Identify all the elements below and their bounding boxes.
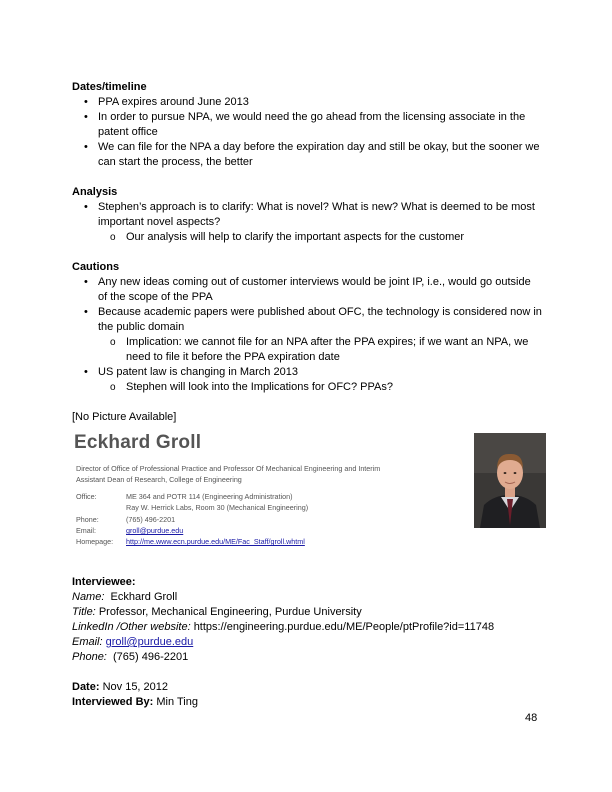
sub-list bbox=[98, 335, 542, 365]
card-office-row bbox=[76, 492, 292, 501]
list-item: • PPA expires around June 2013 bbox=[72, 95, 542, 110]
interviewee-heading: Interviewee: bbox=[72, 576, 136, 588]
card-office-label: Office: bbox=[76, 492, 97, 501]
interviewee-website-row bbox=[72, 620, 542, 635]
name-value: Eckhard Groll bbox=[110, 591, 178, 603]
list-item-text: Because academic papers were published about OFC, the technology is considered now in the public domain bbox=[98, 306, 542, 333]
interviewee-phone-row bbox=[72, 650, 542, 665]
card-email-row bbox=[76, 526, 183, 535]
interviewee-email-row bbox=[72, 635, 542, 650]
sub-list-item: o Our analysis will help to clarify the important aspects for the customer bbox=[98, 230, 542, 245]
sub-list bbox=[98, 380, 542, 395]
card-phone-row bbox=[76, 515, 175, 524]
sub-list-item: o Stephen will look into the Implications for OFC? PPAs? bbox=[98, 380, 542, 395]
cautions-list bbox=[72, 275, 542, 395]
card-office-line: ME 364 and POTR 114 (Engineering Administration) bbox=[126, 492, 293, 501]
interviewer-value: Min Ting bbox=[156, 696, 198, 708]
analysis-heading: Analysis bbox=[72, 186, 118, 198]
card-phone-label: Phone: bbox=[76, 515, 99, 524]
list-item: • We can file for the NPA a day before the expiration day and still be okay, but the sooner we can start the process, the better bbox=[72, 140, 542, 170]
interviewer-row bbox=[72, 695, 542, 710]
interviewee-title-row bbox=[72, 605, 542, 620]
portrait-image bbox=[474, 433, 546, 528]
card-office-row-2 bbox=[76, 503, 308, 512]
card-phone-value: (765) 496-2201 bbox=[126, 515, 176, 524]
date-label: Date: bbox=[72, 681, 100, 693]
name-label: Name: bbox=[72, 591, 105, 603]
card-homepage-label: Homepage: bbox=[76, 537, 114, 546]
list-item: • Any new ideas coming out of customer interviews would be joint IP, i.e., would go outside of the scope of the PPA bbox=[72, 275, 542, 305]
interviewer-label: Interviewed By: bbox=[72, 696, 154, 708]
phone-label: Phone: bbox=[72, 651, 107, 663]
card-email-link[interactable]: groll@purdue.edu bbox=[126, 526, 184, 535]
sub-list-item: o Implication: we cannot file for an NPA after the PPA expires; if we want an NPA, we need to file it before the PPA expiration date bbox=[98, 335, 542, 365]
card-homepage-link[interactable]: http://me.www.ecn.purdue.edu/ME/Fac_Staff/groll.whtml bbox=[126, 537, 305, 546]
page-number: 48 bbox=[525, 712, 538, 724]
cautions-heading: Cautions bbox=[72, 261, 120, 273]
analysis-list bbox=[72, 200, 542, 245]
list-item bbox=[72, 365, 542, 395]
date-value: Nov 15, 2012 bbox=[102, 681, 169, 693]
phone-value: (765) 496-2201 bbox=[113, 651, 189, 663]
dates-list bbox=[72, 95, 542, 170]
list-item-text: Stephen’s approach is to clarify: What is novel? What is new? What is deemed to be most important novel aspects? bbox=[98, 201, 535, 228]
card-office-line: Ray W. Herrick Labs, Room 30 (Mechanical Engineering) bbox=[126, 503, 309, 512]
portrait-photo bbox=[474, 433, 546, 528]
profile-card bbox=[72, 430, 542, 555]
card-name: Eckhard Groll bbox=[74, 432, 202, 453]
interviewee-name-row bbox=[72, 590, 542, 605]
card-role bbox=[76, 463, 456, 485]
website-value: https://engineering.purdue.edu/ME/People/ptProfile?id=11748 bbox=[193, 621, 495, 633]
list-item: • In order to pursue NPA, we would need the go ahead from the licensing associate in the patent office bbox=[72, 110, 542, 140]
list-item bbox=[72, 200, 542, 245]
no-picture-note: [No Picture Available] bbox=[72, 411, 177, 423]
card-email-label: Email: bbox=[76, 526, 96, 535]
interviewee-section bbox=[72, 575, 542, 710]
notes-body bbox=[72, 80, 542, 425]
website-label: LinkedIn /Other website: bbox=[72, 621, 191, 633]
email-label: Email: bbox=[72, 636, 103, 648]
card-role-line: Director of Office of Professional Practice and Professor Of Mechanical Engineering and Interim bbox=[76, 464, 381, 473]
title-value: Professor, Mechanical Engineering, Purdue University bbox=[98, 606, 362, 618]
dates-heading: Dates/timeline bbox=[72, 81, 147, 93]
title-label: Title: bbox=[72, 606, 96, 618]
email-link[interactable]: groll@purdue.edu bbox=[105, 636, 194, 648]
date-row bbox=[72, 680, 542, 695]
card-role-line: Assistant Dean of Research, College of Engineering bbox=[76, 475, 242, 484]
sub-list bbox=[98, 230, 542, 245]
list-item-text: US patent law is changing in March 2013 bbox=[98, 366, 298, 378]
card-homepage-row bbox=[76, 537, 305, 546]
list-item bbox=[72, 305, 542, 365]
